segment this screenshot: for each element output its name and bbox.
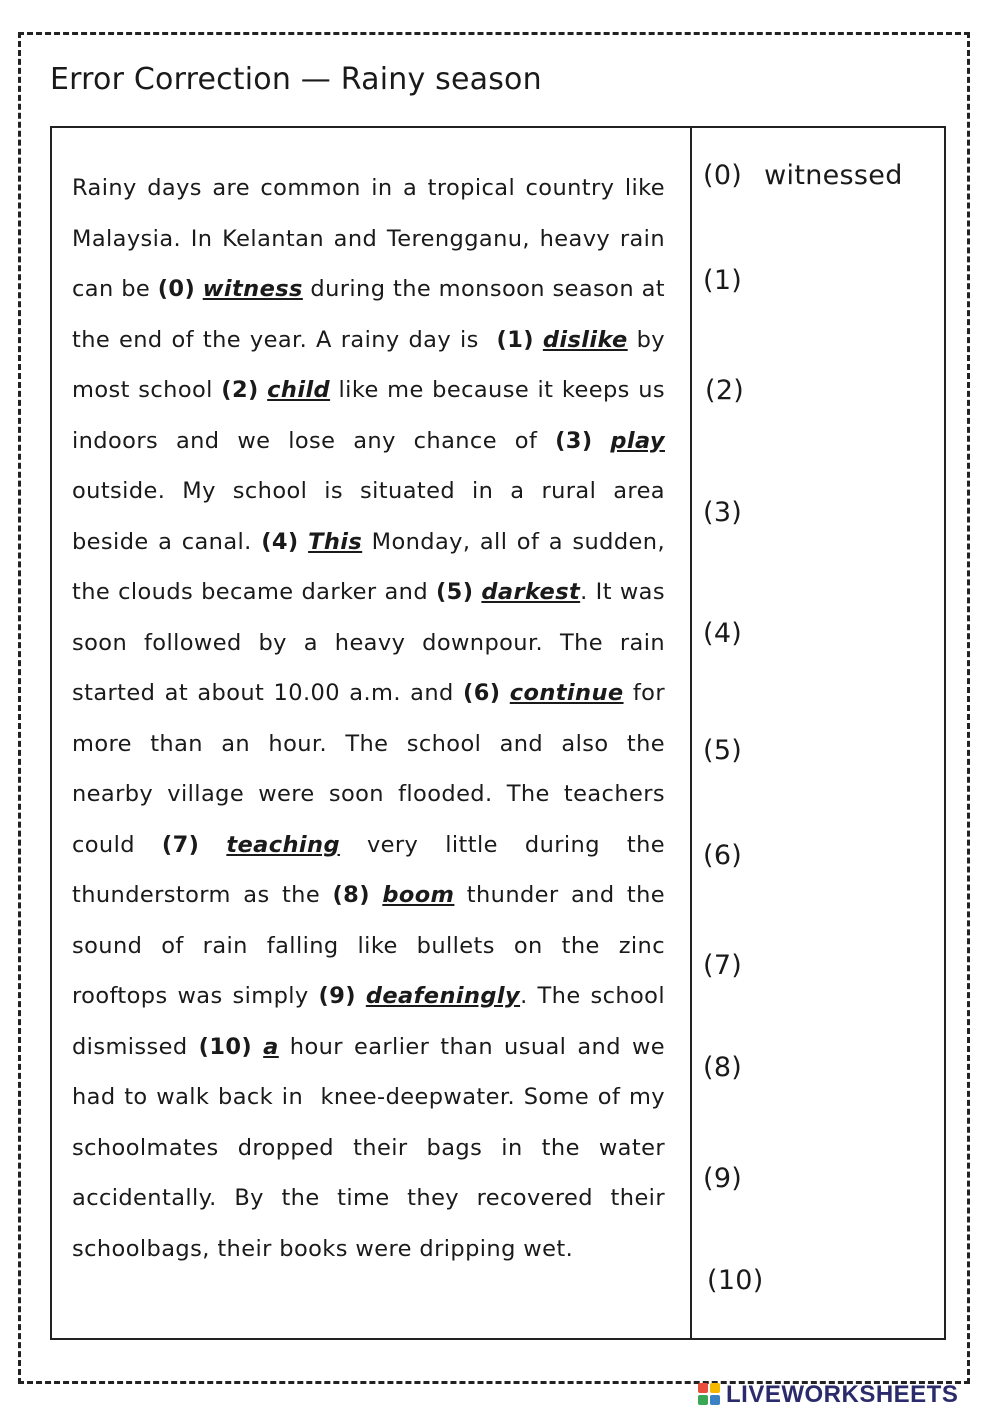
blank-number: (5) [435, 579, 474, 605]
blank-number: (9) [318, 983, 356, 1009]
error-word: child [267, 377, 331, 403]
answer-row [703, 1052, 764, 1083]
blank-number: (6) [463, 680, 501, 706]
blank-number: (3) [555, 427, 593, 454]
answer-number: (6) [703, 840, 743, 871]
passage-segment: Rainy days are common in a tropical country like Malaysia. In Kelantan and Terengganu, heavy rain can be [72, 175, 665, 302]
passage-segment: . It was soon followed by a heavy downpour. The rain started at about 10.00 a.m. and [72, 579, 665, 706]
answer-row [703, 950, 764, 981]
logo-icon [698, 1383, 722, 1407]
answer-number: (9) [703, 1163, 743, 1194]
answer-number: (5) [703, 735, 743, 766]
logo-square [698, 1383, 708, 1393]
passage-segment: hour earlier than usual and we had to walk back in knee-deepwater. Some of my schoolmates dropped their bags in the water accidentally. By the time they recovered their schoolbags, their books were dripping wet. [72, 1033, 665, 1262]
passage-segment: by most school [72, 326, 665, 403]
passage-segment: . The school dismissed [72, 983, 665, 1060]
answer-row [703, 160, 903, 191]
blank-number: (10) [198, 1033, 253, 1060]
answer-row [707, 1265, 786, 1296]
logo-text: LIVEWORKSHEETS [726, 1381, 959, 1408]
answer-row [703, 618, 764, 649]
error-word: a [263, 1033, 279, 1060]
passage-segment: outside. My school is situated in a rural area beside a canal. [72, 478, 665, 555]
blank-number: (4) [261, 528, 299, 555]
logo-square [710, 1383, 720, 1393]
page-title: Error Correction — Rainy season [50, 62, 542, 97]
answer-column [700, 0, 940, 1414]
error-word: dislike [542, 326, 628, 353]
answer-number: (0) [703, 160, 743, 191]
liveworksheets-logo [698, 1380, 958, 1410]
blank-number: (1) [496, 326, 534, 353]
error-word: play [610, 427, 665, 454]
passage-segment: during the monsoon season at the end of the year. A rainy day is [72, 276, 665, 353]
logo-square [698, 1395, 708, 1405]
error-word: boom [382, 882, 455, 908]
error-word: continue [509, 680, 624, 706]
error-word: witness [202, 276, 303, 302]
passage-segment: for more than an hour. The school and also the nearby village were soon flooded. The teachers could [72, 680, 665, 858]
answer-row [703, 265, 764, 296]
passage-segment: like me because it keeps us indoors and we lose any chance of [72, 377, 665, 454]
blank-number: (7) [161, 831, 200, 858]
blank-number: (8) [332, 882, 370, 908]
passage-segment: thunder and the sound of rain falling like bullets on the zinc rooftops was simply [72, 882, 666, 1009]
blank-number: (2) [221, 377, 259, 403]
passage-segment: Monday, all of a sudden, the clouds became darker and [72, 528, 665, 605]
error-word: This [308, 528, 363, 555]
passage-text [72, 163, 665, 1274]
error-word: teaching [226, 831, 340, 858]
answer-number: (8) [703, 1052, 743, 1083]
answer-row [703, 497, 764, 528]
logo-square [710, 1395, 720, 1405]
answer-number: (4) [703, 618, 743, 649]
answer-value: witnessed [764, 160, 903, 191]
answer-row [705, 375, 766, 406]
answer-row [703, 1163, 764, 1194]
answer-number: (2) [705, 375, 745, 406]
passage-segment: very little during the thunderstorm as the [72, 831, 665, 908]
error-word: deafeningly [365, 983, 521, 1009]
answer-row [703, 735, 764, 766]
answer-number: (10) [707, 1265, 764, 1296]
blank-number: (0) [157, 276, 196, 302]
answer-number: (7) [703, 950, 743, 981]
answer-number: (1) [703, 265, 743, 296]
answer-number: (3) [703, 497, 743, 528]
answer-row [703, 840, 764, 871]
error-word: darkest [481, 579, 581, 605]
column-divider [690, 126, 692, 1340]
